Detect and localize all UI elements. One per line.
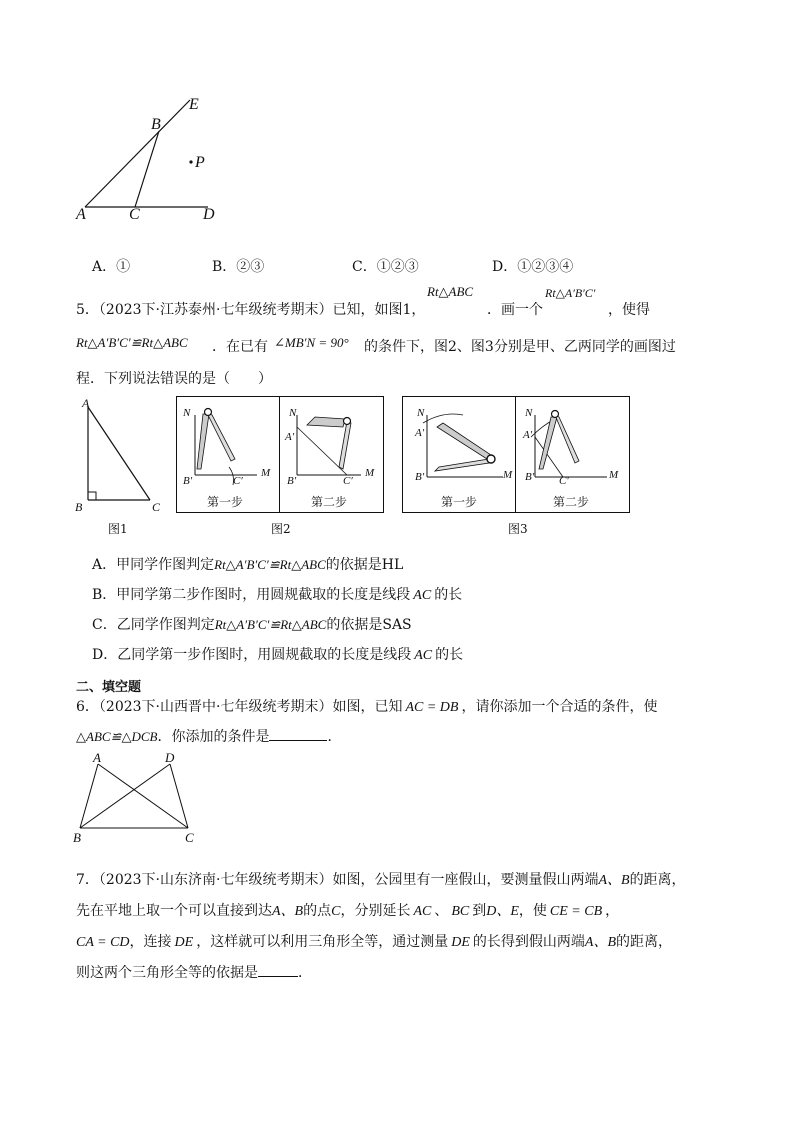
fig3-label-b1: B′ — [415, 471, 425, 483]
fig2-label-m1: M — [261, 467, 271, 479]
q6-line1: 6．（2023下·山西晋中·七年级统考期末）如图，已知 AC = DB ，请你添加一个合适的条件，使 — [76, 699, 658, 715]
fig3-label-a2: A′ — [523, 429, 533, 441]
q5-line1: 5．（2023下·江苏泰州·七年级统考期末）已知，如图1， — [76, 302, 426, 318]
fig2-label-a2: A′ — [285, 431, 295, 443]
q6-figure — [72, 752, 202, 842]
label-p: P — [195, 154, 205, 171]
q4-option-d[interactable]: D．①②③④ — [492, 259, 574, 275]
fig1-right-triangle — [74, 395, 164, 515]
q6-label-a: A — [93, 750, 101, 765]
fig3-drawing — [403, 397, 629, 512]
label-d: D — [203, 206, 215, 223]
q5-option-a[interactable]: A．甲同学作图判定Rt△A′B′C′≌Rt△ABC的依据是HL — [92, 557, 404, 573]
fig2-label-n1: N — [183, 407, 191, 419]
q5-option-c[interactable]: C．乙同学作图判定Rt△A′B′C′≌Rt△ABC的依据是SAS — [92, 617, 412, 633]
q5-mid1: ．画一个 — [487, 302, 543, 318]
fig1-label-a: A — [82, 396, 90, 410]
q6-label-d: D — [165, 750, 175, 765]
fig2-caption: 图2 — [271, 522, 291, 536]
q5-line2: ．在已有 — [212, 339, 268, 355]
label-e: E — [189, 96, 199, 113]
fig2-label-c1: C′ — [233, 475, 243, 487]
fig3-label-c2: C′ — [559, 475, 569, 487]
q4-option-b[interactable]: B．②③ — [212, 259, 265, 275]
q7-line4: 则这两个三角形全等的依据是 ． — [76, 965, 312, 981]
q5-expr-rt-abc: Rt△ABC — [427, 284, 474, 299]
q4-option-c[interactable]: C．①②③ — [352, 259, 419, 275]
fig3-step1: 第一步 — [441, 495, 478, 509]
fig3-box — [402, 396, 630, 513]
q5-option-b[interactable]: B．甲同学第二步作图时，用圆规截取的长度是线段 AC 的长 — [92, 587, 463, 603]
q6-label-c: C — [185, 830, 194, 845]
q6-answer-blank[interactable] — [269, 728, 327, 741]
fig3-step2: 第二步 — [553, 495, 590, 509]
fig2-step2: 第二步 — [311, 495, 348, 509]
q5-expr-angle: ∠MB′N = 90° — [274, 335, 349, 350]
q5-line2b: 的条件下，图2、图3分别是甲、乙两同学的画图过 — [364, 339, 676, 355]
q7-line2: 先在平地上取一个可以直接到达A、B的点C，分别延长 AC 、 BC 到D、E，使 CE = CB ， — [76, 903, 620, 919]
fig1-label-b: B — [75, 500, 83, 514]
label-a: A — [76, 206, 86, 223]
fig3-label-b2: B′ — [525, 471, 535, 483]
fig3-label-n2: N — [525, 407, 533, 419]
fig2-box — [176, 396, 384, 513]
q5-tail1: ，使得 — [608, 302, 650, 318]
q6-label-b: B — [73, 830, 81, 845]
fig3-caption: 图3 — [508, 522, 528, 536]
fig2-label-c2: C′ — [343, 475, 353, 487]
fig3-label-a1: A′ — [415, 427, 425, 439]
q5-expr-rt-a1b1c1: Rt△A′B′C′ — [545, 286, 596, 300]
fig2-label-b1: B′ — [183, 475, 193, 487]
fig1-label-c: C — [152, 500, 161, 514]
fig2-label-n2: N — [289, 407, 297, 419]
fig3-label-m1: M — [503, 469, 513, 481]
q7-line1: 7．（2023下·山东济南·七年级统考期末）如图，公园里有一座假山，要测量假山两端A、B的距离， — [76, 872, 686, 888]
fig2-step1: 第一步 — [207, 495, 244, 509]
label-b: B — [151, 116, 161, 133]
q6-line2: △ABC≌△DCB．你添加的条件是 ． — [76, 729, 342, 745]
fig1-caption: 图1 — [108, 522, 128, 536]
q4-option-a[interactable]: A．① — [92, 259, 131, 275]
q5-line3: 程．下列说法错误的是（ ） — [76, 371, 272, 387]
q5-expr-congruent: Rt△A′B′C′≌Rt△ABC — [76, 335, 188, 350]
section-fill-in-title: 二、填空题 — [76, 680, 142, 695]
q7-answer-blank[interactable] — [258, 964, 298, 977]
fig3-label-m2: M — [609, 469, 619, 481]
label-c: C — [129, 206, 140, 223]
q5-option-d[interactable]: D．乙同学第一步作图时，用圆规截取的长度是线段 AC 的长 — [92, 647, 464, 663]
fig3-label-n1: N — [417, 407, 425, 419]
fig2-label-b2: B′ — [287, 475, 297, 487]
q7-line3: CA = CD，连接 DE ，这样就可以利用三角形全等，通过测量 DE 的长得到假山两端A、B的距离， — [76, 934, 672, 950]
fig2-label-m2: M — [365, 467, 375, 479]
